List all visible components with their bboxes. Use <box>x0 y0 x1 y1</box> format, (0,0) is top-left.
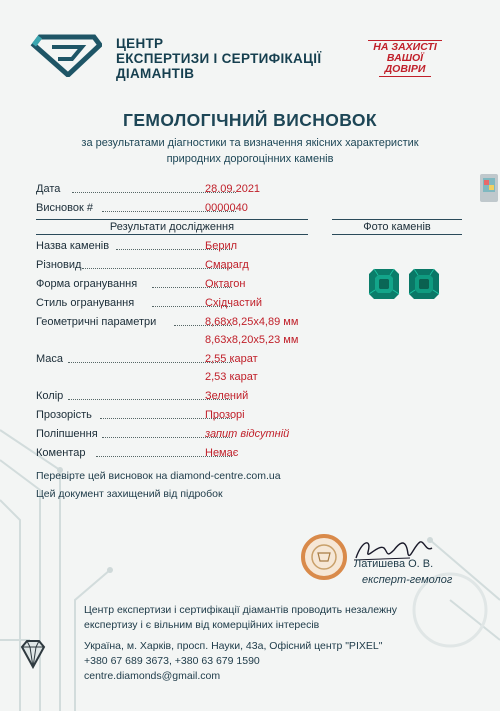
field-label: Геометричні параметри <box>36 316 157 328</box>
field-value: 2,55 карат <box>205 353 258 365</box>
number-label: Висновок # <box>36 202 93 214</box>
org-name-line1: ЦЕНТР <box>116 36 164 51</box>
field-value: Немає <box>205 447 239 459</box>
verify-site-link[interactable]: diamond-centre.com.ua <box>170 470 281 482</box>
field-value: Смарагд <box>205 259 249 271</box>
field-value: Октагон <box>205 278 246 290</box>
date-label: Дата <box>36 183 61 195</box>
signer-role: експерт-гемолог <box>362 574 453 586</box>
signer-name: Латишева О. В. <box>354 558 434 570</box>
footer-address: Україна, м. Харків, просп. Науки, 43а, Офісний центр "PIXEL" <box>84 640 383 652</box>
official-seal-icon <box>300 533 348 581</box>
field-label: Стиль огранування <box>36 297 135 309</box>
field-value: Зелений <box>205 390 249 402</box>
slogan-line3: ДОВІРИ <box>379 64 432 77</box>
emerald-photo-2 <box>408 268 440 300</box>
field-label: Назва каменів <box>36 240 110 252</box>
date-value: 28.09.2021 <box>205 183 261 195</box>
document-subtitle <box>30 135 470 167</box>
field-label: Коментар <box>36 447 86 459</box>
document-title: ГЕМОЛОГІЧНИЙ ВИСНОВОК <box>123 110 377 130</box>
emerald-photo-1 <box>368 268 400 300</box>
field-label: Маса <box>36 353 64 365</box>
protection-note: Цей документ захищений від підробок <box>36 488 223 500</box>
field-value-secondary: 8,63х8,20х5,23 мм <box>205 334 299 346</box>
field-value: 8,68х8,25х4,89 мм <box>205 316 299 328</box>
field-label: Прозорість <box>36 409 92 421</box>
photo-section-header: Фото каменів <box>332 219 462 235</box>
field-label: Колір <box>36 390 64 402</box>
org-name-line2: ЕКСПЕРТИЗИ І СЕРТИФІКАЦІЇ <box>116 51 322 66</box>
gem-outline-icon <box>20 639 46 669</box>
field-value: Берил <box>205 240 238 252</box>
field-label: Форма огранування <box>36 278 138 290</box>
verify-note <box>36 470 281 482</box>
diamond-logo-icon <box>30 33 102 77</box>
subtitle-line2: природних дорогоцінних каменів <box>166 153 334 165</box>
verify-prefix: Перевірте цей висновок на <box>36 470 168 482</box>
organization-name <box>116 36 321 81</box>
slogan-line1: НА ЗАХИСТІ <box>368 40 442 53</box>
field-value: Прозорі <box>205 409 245 421</box>
field-value: Східчастий <box>205 297 262 309</box>
footer-email[interactable]: centre.diamonds@gmail.com <box>84 670 221 682</box>
footer-line1: Центр експертизи і сертифікації діамантів проводить незалежну <box>84 604 398 616</box>
subtitle-line1: за результатами діагностики та визначення якісних характеристик <box>81 137 419 149</box>
results-section-header: Результати дослідження <box>36 219 308 235</box>
hologram-sticker-icon <box>478 172 500 204</box>
org-name-line3: ДІАМАНТІВ <box>116 66 195 81</box>
field-label: Поліпшення <box>36 428 98 440</box>
slogan-line2: ВАШОЇ <box>386 52 424 64</box>
footer-line2: експертизу і є вільним від комерційних інтересів <box>84 619 320 631</box>
field-value: запит відсутній <box>205 428 290 440</box>
field-label: Різновид <box>36 259 82 271</box>
number-value: 0000040 <box>205 202 248 214</box>
footer-phones: +380 67 689 3673, +380 63 679 1590 <box>84 655 260 667</box>
slogan-stamp <box>368 40 442 76</box>
field-value-secondary: 2,53 карат <box>205 371 258 383</box>
